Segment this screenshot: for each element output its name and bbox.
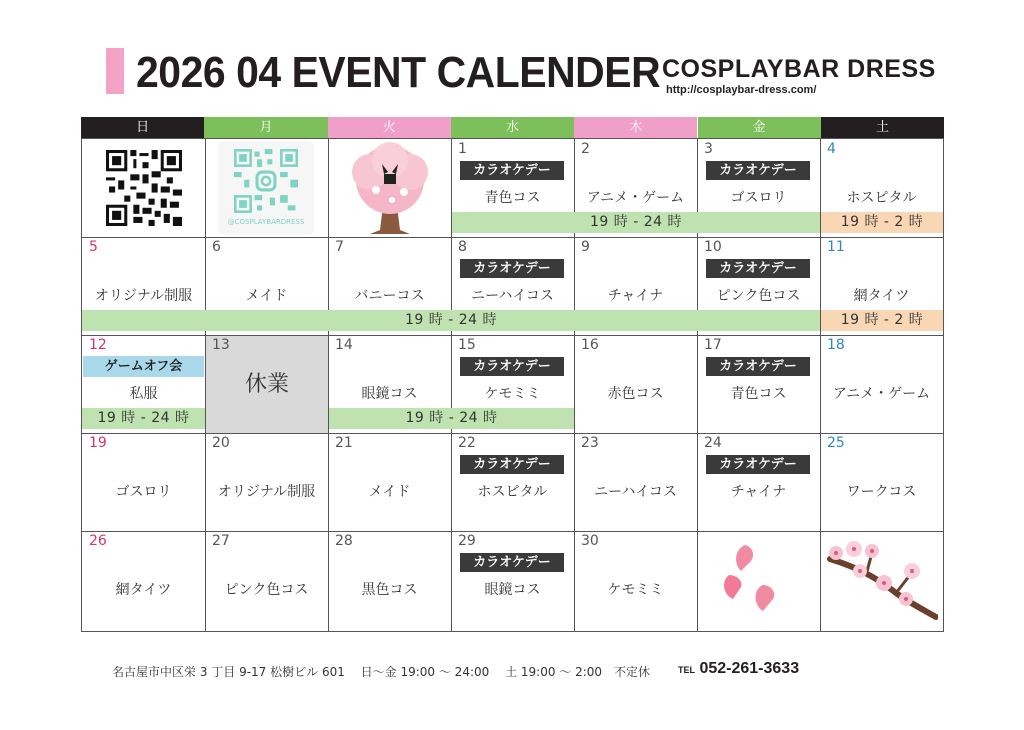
day-number: 6 (212, 239, 221, 255)
day-number: 12 (89, 337, 107, 353)
phone-number: 052-261-3633 (699, 660, 800, 677)
day-theme: ニーハイコス (594, 484, 677, 500)
karaoke-day-badge: カラオケデー (460, 259, 564, 278)
day-theme: オリジナル制服 (217, 484, 316, 500)
karaoke-day-badge: カラオケデー (706, 455, 810, 474)
instagram-qr-card[interactable] (218, 141, 314, 235)
day-number: 3 (704, 141, 713, 157)
day-cell-17[interactable] (697, 335, 820, 433)
day-number: 22 (458, 435, 476, 451)
instagram-qr-code-icon (234, 149, 298, 213)
day-theme: ニーハイコス (471, 288, 554, 304)
day-number: 16 (581, 337, 599, 353)
weekday-header-wed: 水 (451, 117, 574, 138)
day-theme: 網タイツ (853, 288, 910, 304)
day-number: 5 (89, 239, 98, 255)
cherry-petals-icon (715, 541, 805, 621)
day-theme: 私服 (129, 386, 158, 402)
weekday-header-thu: 木 (574, 117, 697, 138)
day-cell-28[interactable] (328, 531, 451, 629)
day-number: 14 (335, 337, 353, 353)
day-number: 29 (458, 533, 476, 549)
day-theme: 青色コス (730, 386, 787, 402)
day-number: 8 (458, 239, 467, 255)
karaoke-day-badge: カラオケデー (706, 259, 810, 278)
hours-band-weekday: 19 時 - 24 時 (452, 212, 820, 233)
day-number: 9 (581, 239, 590, 255)
day-cell-16[interactable] (574, 335, 697, 433)
day-number: 20 (212, 435, 230, 451)
sakura-branch-icon (826, 537, 938, 623)
day-cell-30[interactable] (574, 531, 697, 629)
day-theme: バニーコス (354, 288, 425, 304)
instagram-handle: @COSPLAYBARDRESS (227, 218, 305, 226)
day-number: 18 (827, 337, 845, 353)
day-theme: 網タイツ (115, 582, 172, 598)
day-theme: 青色コス (484, 190, 541, 206)
day-theme: ピンク色コス (716, 288, 801, 304)
instagram-qr-cell (205, 139, 328, 237)
day-cell-20[interactable] (205, 433, 328, 531)
day-cell-25[interactable] (820, 433, 943, 531)
day-cell-13[interactable] (205, 335, 328, 433)
event-calendar (81, 117, 944, 632)
day-cell-26[interactable] (82, 531, 205, 629)
day-theme: チャイナ (730, 484, 787, 500)
weekday-header-sat: 土 (821, 117, 944, 138)
day-number: 10 (704, 239, 722, 255)
weekday-header-fri: 金 (698, 117, 821, 138)
day-theme: 黒色コス (361, 582, 418, 598)
brand-name: COSPLAYBAR DRESS (662, 55, 936, 83)
day-theme: チャイナ (607, 288, 664, 304)
day-theme: 赤色コス (607, 386, 664, 402)
weekday-header-mon: 月 (204, 117, 327, 138)
day-cell-23[interactable] (574, 433, 697, 531)
closed-day-label: 休業 (206, 336, 328, 433)
title-accent-bar (106, 48, 124, 94)
day-number: 11 (827, 239, 845, 255)
day-number: 19 (89, 435, 107, 451)
day-theme: ゴスロリ (730, 190, 787, 206)
day-cell-29[interactable] (451, 531, 574, 629)
day-theme: メイド (368, 484, 411, 500)
day-theme: 眼鏡コス (484, 582, 541, 598)
weekday-header-tue: 火 (328, 117, 451, 138)
day-number: 1 (458, 141, 467, 157)
brand-url[interactable]: http://cosplaybar-dress.com/ (666, 84, 817, 96)
weekday-header-sun: 日 (81, 117, 204, 138)
hours-band-saturday: 19 時 - 2 時 (821, 212, 943, 233)
day-theme: ゴスロリ (115, 484, 172, 500)
day-theme: アニメ・ゲーム (832, 386, 931, 402)
day-theme: ホスピタル (477, 484, 548, 500)
karaoke-day-badge: カラオケデー (706, 357, 810, 376)
hours-band-weekday: 19 時 - 24 時 (82, 408, 205, 429)
website-qr-code-icon[interactable] (106, 150, 182, 226)
karaoke-day-badge: カラオケデー (460, 455, 564, 474)
day-number: 28 (335, 533, 353, 549)
day-cell-19[interactable] (82, 433, 205, 531)
day-number: 26 (89, 533, 107, 549)
day-theme: ケモミミ (484, 386, 541, 402)
day-theme: ホスピタル (846, 190, 917, 206)
day-number: 23 (581, 435, 599, 451)
day-number: 17 (704, 337, 722, 353)
qr-code-cell (82, 139, 205, 237)
sakura-tree-cell (328, 139, 451, 237)
day-theme: メイド (245, 288, 288, 304)
hours-band-weekday: 19 時 - 24 時 (82, 310, 820, 331)
footer-phone[interactable] (678, 660, 799, 678)
day-theme: ケモミミ (607, 582, 664, 598)
hours-band-weekday: 19 時 - 24 時 (329, 408, 574, 429)
day-cell-18[interactable] (820, 335, 943, 433)
karaoke-day-badge: カラオケデー (706, 161, 810, 180)
day-cell-27[interactable] (205, 531, 328, 629)
page-title: 2026 04 EVENT CALENDER (136, 48, 661, 97)
karaoke-day-badge: カラオケデー (460, 357, 564, 376)
day-theme: オリジナル制服 (94, 288, 193, 304)
day-number: 2 (581, 141, 590, 157)
day-number: 4 (827, 141, 836, 157)
petals-cell (697, 531, 820, 629)
day-number: 21 (335, 435, 353, 451)
tel-prefix: TEL (678, 665, 695, 675)
day-number: 13 (212, 337, 230, 353)
day-number: 30 (581, 533, 599, 549)
sakura-branch-cell (820, 531, 943, 629)
karaoke-day-badge: カラオケデー (460, 553, 564, 572)
day-theme: アニメ・ゲーム (586, 190, 685, 206)
hours-band-saturday: 19 時 - 2 時 (821, 310, 943, 331)
sakura-tree-icon (340, 140, 440, 236)
game-off-meeting-badge: ゲームオフ会 (83, 356, 204, 377)
day-number: 7 (335, 239, 344, 255)
day-cell-24[interactable] (697, 433, 820, 531)
day-number: 25 (827, 435, 845, 451)
day-number: 15 (458, 337, 476, 353)
day-cell-22[interactable] (451, 433, 574, 531)
day-number: 24 (704, 435, 722, 451)
day-theme: 眼鏡コス (361, 386, 418, 402)
day-theme: ワークコス (846, 484, 917, 500)
footer-address-hours: 名古屋市中区栄 3 丁目 9-17 松樹ビル 601 日～金 19:00 ～ 24:00 土 19:00 ～ 2:00 不定休 (112, 665, 651, 679)
calendar-grid (81, 138, 944, 632)
day-number: 27 (212, 533, 230, 549)
karaoke-day-badge: カラオケデー (460, 161, 564, 180)
day-cell-21[interactable] (328, 433, 451, 531)
day-theme: ピンク色コス (224, 582, 309, 598)
